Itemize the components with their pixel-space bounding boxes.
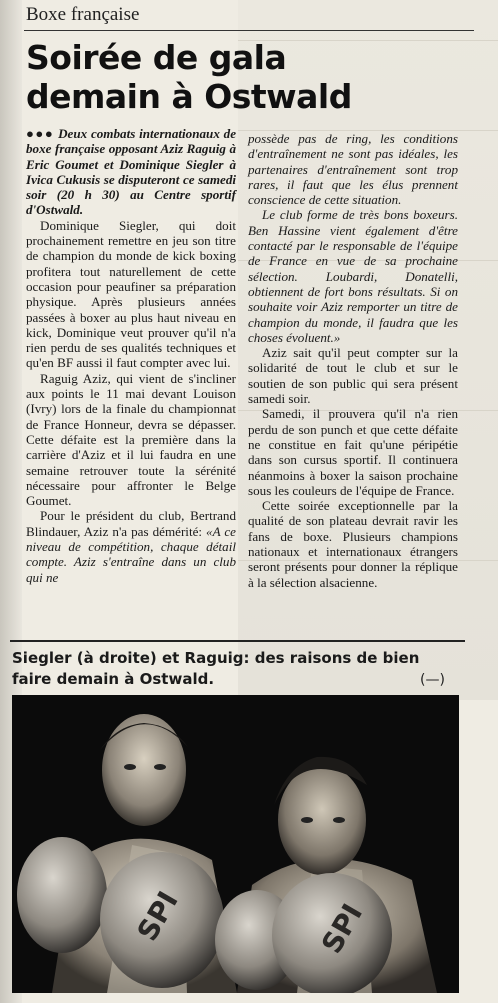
body-paragraph: Cette soirée exceptionnelle par la qualité de son plateau devrait ravir les fans de boxe. Plusieurs champions nationaux et internationaux étrangers seront présents pour donner la réplique à la sélection alsacienne. <box>248 498 458 590</box>
body-paragraph <box>26 508 236 584</box>
article-column-1 <box>26 126 236 585</box>
body-paragraph: Aziz sait qu'il peut compter sur la solidarité de tout le club et sur le soutien de son public qui sera présent samedi soir. <box>248 345 458 407</box>
boxers-photo <box>12 695 459 993</box>
quote-continued: Le club forme de très bons boxeurs. Ben Hassine vient également d'être contacté par le responsable de l'équipe de France en vue de sa prochaine sélection. Loubardi, Donatelli, obtiennent de fort bons résultats. Si on souhaite voir Aziz remporter un titre de champion du monde, il faudra que les choses évoluent.» <box>248 207 458 345</box>
section-rule <box>24 30 474 31</box>
body-paragraph: Samedi, il prouvera qu'il n'a rien perdu de son punch et que cette défaite ne constitue en fait qu'une péripétie dans son cursus sportif. Il continuera néanmoins à boxer la saison prochaine sous les couleurs de l'équipe de France. <box>248 406 458 498</box>
lede-bullets: ●●● <box>26 126 55 141</box>
lede-text: Deux combats internationaux de boxe française opposant Aziz Raguig à Eric Goumet et Dominique Siegler à Ivica Cukusis se disputeront ce samedi soir (20 h 30) au Centre sportif d'Ostwald. <box>26 126 237 218</box>
glove-logo-left: SPI <box>130 885 185 947</box>
photo-caption: Siegler (à droite) et Raguig: des raisons de bien faire demain à Ostwald. <box>12 649 420 688</box>
lede-paragraph <box>26 126 236 218</box>
body-paragraph: Raguig Aziz, qui vient de s'incliner aux points le 11 mai devant Louison (Ivry) lors de la finale du championnat de France Honneur, devra se dépasser. Cette défaite est la première dans la carrière d'Aziz et il lui faudra en une semaine retrouver toute la sérénité nécessaire pour affronter le Belge Goumet. <box>26 370 236 509</box>
body-paragraph: Dominique Siegler, qui doit prochainement remettre en jeu son titre de champion du monde de kick boxing profitera tout naturellement de cette occasion pour peaufiner sa préparation physique. Après plusieurs années passées à boxer au plus haut niveau en kick, Dominique veut prouver qu'il n'a rien perdu de ses qualités techniques et qu'en BF aussi il faut compter avec lui. <box>26 217 236 371</box>
caption-rule <box>10 640 465 642</box>
boxers-photo-illustration <box>12 695 459 993</box>
headline: Soirée de gala demain à Ostwald <box>26 38 352 116</box>
quote-continued: possède pas de ring, les conditions d'entraînement ne sont pas idéales, les partenaires d'entraînement sont trop rares, il faut que les élus prennent conscience de cette situation. <box>248 131 458 208</box>
photo-credit: (—) <box>420 672 445 688</box>
quote-intro: Pour le président du club, Bertrand Blindauer, Aziz n'a pas démérité: <box>26 508 236 539</box>
article-column-2 <box>248 131 458 590</box>
section-label: Boxe française <box>26 4 140 25</box>
glove-logo-right: SPI <box>314 898 370 959</box>
quote-text: «A ce niveau de compétition, chaque détail compte. Aziz s'entraîne dans un club qui ne <box>26 523 236 585</box>
